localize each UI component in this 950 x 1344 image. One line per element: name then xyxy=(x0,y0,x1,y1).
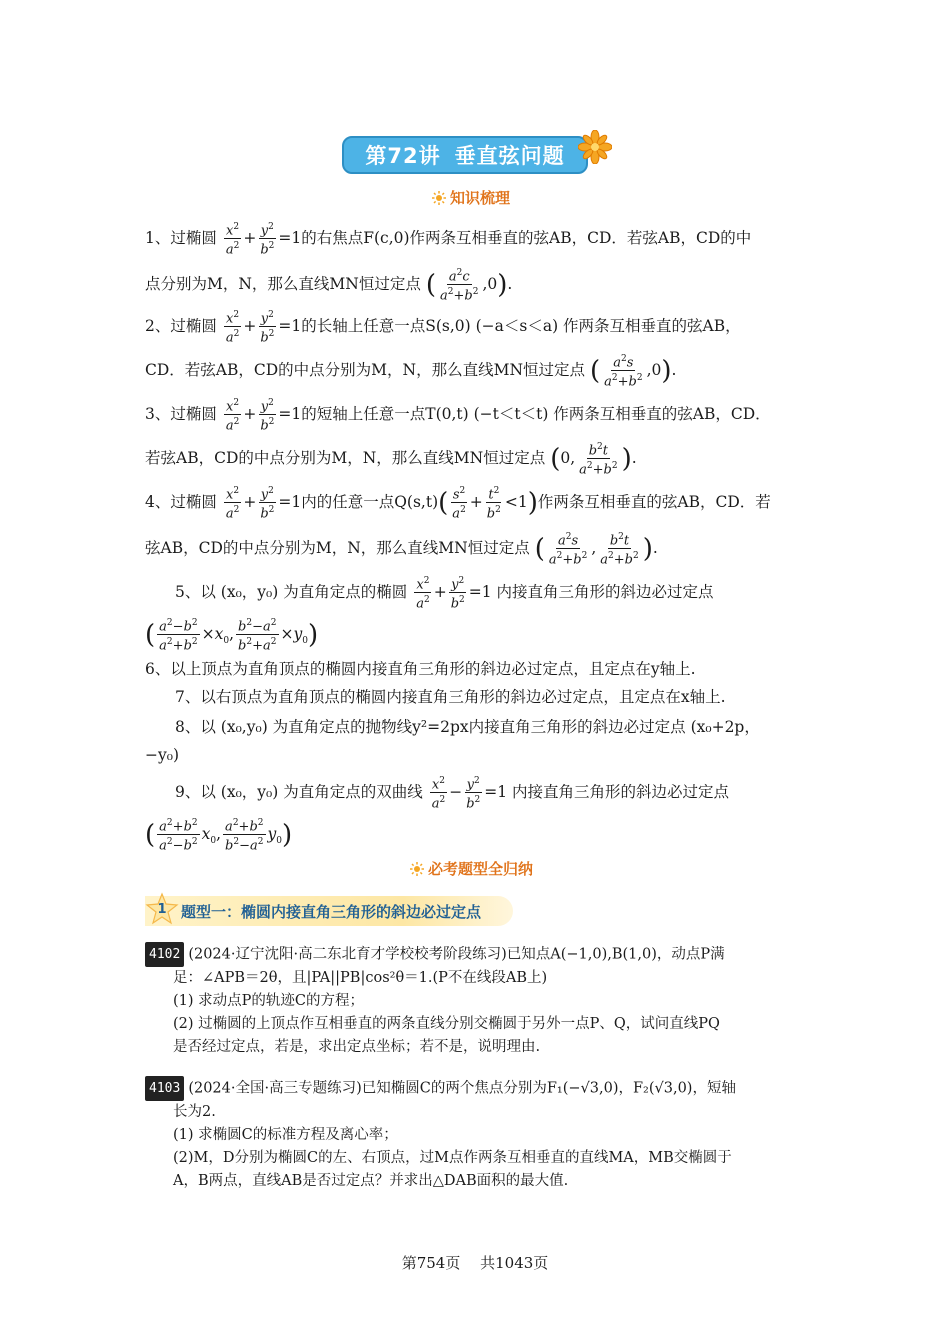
problem-4103: 4103 (2024·全国·高三专题练习)已知椭圆C的两个焦点分别为F₁(−√3,0)，F₂(√3,0)，短轴 长为2. (1) 求椭圆C的标准方程及离心率； (2)M，D分别为椭圆C的左、右顶点，过M点作两条互相垂直的直线MA，MB交椭圆于 A，B两点，直线AB是否过定点？并求出△DAB面积的最大值. xyxy=(145,1076,805,1193)
item-3-line-2: 若弦AB，CD的中点分别为M，N，那么直线MN恒过定点 (0, $\frac{b^2t}{a^2+b^2}$ ). xyxy=(145,442,637,478)
problem-4102: 4102 (2024·辽宁沈阳·高二东北育才学校校考阶段练习)已知点A(−1,0),B(1,0)，动点P满 足：∠APB＝2θ，且|PA||PB|cos²θ＝1.(P不在线段AB上) (1) 求动点P的轨迹C的方程； (2) 过椭圆的上顶点作互相垂直的两条直线分别交椭圆于另外一点P、Q，试问直线PQ 是否经过定点，若是，求出定点坐标；若不是，说明理由. xyxy=(145,942,805,1059)
item-8-line-2: −y₀) xyxy=(145,746,180,764)
item-3-line-1: 3、过椭圆 $\frac{x^2}{a^2}$ + $\frac{y^2}{b^2}$ =1的短轴上任意一点T(0,t) (−t＜t＜t) 作两条互相垂直的弦AB，CD． xyxy=(145,398,771,434)
item-8-line-1: 8、以 (x₀,y₀) 为直角定点的抛物线y²=2px内接直角三角形的斜边必过定点 (x₀+2p， xyxy=(175,718,760,736)
lecture-title-banner xyxy=(342,136,588,174)
item-9-line-2: ( $\frac{a^2+b^2}{a^2-b^2}$ $x_0$, $\frac{a^2+b^2}{b^2-a^2}$ $y_0$) xyxy=(145,818,293,854)
section-types-heading xyxy=(410,858,533,879)
item-6: 6、以上顶点为直角顶点的椭圆内接直角三角形的斜边必过定点，且定点在y轴上. xyxy=(145,660,696,678)
item-4-line-2: 弦AB，CD的中点分别为M，N，那么直线MN恒过定点 ( $\frac{a^2s}{a^2+b^2}$ , $\frac{b^2t}{a^2+b^2}$ ). xyxy=(145,532,658,568)
item-2-line-1: 2、过椭圆 $\frac{x^2}{a^2}$ + $\frac{y^2}{b^2}$ =1的长轴上任意一点S(s,0) (−a＜s＜a) 作两条互相垂直的弦AB， xyxy=(145,310,741,346)
lecture-topic: 垂直弦问题 xyxy=(454,144,565,168)
page-footer: 第754页 共1043页 xyxy=(401,1254,549,1272)
item-7: 7、以右顶点为直角顶点的椭圆内接直角三角形的斜边必过定点，且定点在x轴上. xyxy=(175,688,726,706)
item-5-line-1: 5、以 (x₀，y₀) 为直角定点的椭圆 $\frac{x^2}{a^2}$ + $\frac{y^2}{b^2}$ =1 内接直角三角形的斜边必过定点 xyxy=(175,576,714,612)
lecture-number: 第72讲 xyxy=(365,144,441,168)
item-5-line-2: ( $\frac{a^2-b^2}{a^2+b^2}$ $\times x_0$, $\frac{b^2-a^2}{b^2+a^2}$ $\times y_0$) xyxy=(145,618,319,654)
item-1-line-1: 1、过椭圆 $\frac{x^2}{a^2}$ + $\frac{y^2}{b^2}$ =1的右焦点F(c,0)作两条互相垂直的弦AB，CD．若弦AB，CD的中 xyxy=(145,222,752,258)
sun-icon xyxy=(432,191,446,205)
sun-icon xyxy=(410,862,424,876)
problem-id-badge: 4102 xyxy=(145,942,184,967)
item-4-line-1: 4、过椭圆 $\frac{x^2}{a^2}$ + $\frac{y^2}{b^2}$ =1内的任意一点Q(s,t)( $\frac{s^2}{a^2}$ + $\frac{t^2}{b^2}$ <1)作两条互相垂直的弦AB，CD．若 xyxy=(145,486,771,522)
section-knowledge-heading xyxy=(432,187,510,208)
item-1-line-2: 点分别为M，N，那么直线MN恒过定点 ( $\frac{a^2c}{a^2+b^2}$ ,0). xyxy=(145,268,513,304)
item-2-line-2: CD．若弦AB，CD的中点分别为M，N，那么直线MN恒过定点 ( $\frac{a^2s}{a^2+b^2}$ ,0). xyxy=(145,354,677,390)
problem-id-badge: 4103 xyxy=(145,1076,184,1101)
type-1-banner xyxy=(145,896,513,926)
type-1-number: 1 xyxy=(157,901,167,917)
type-1-label: 题型一：椭圆内接直角三角形的斜边必过定点 xyxy=(181,902,482,921)
section-types-label: 必考题型全归纳 xyxy=(428,860,534,878)
item-9-line-1: 9、以 (x₀，y₀) 为直角定点的双曲线 $\frac{x^2}{a^2}$ − $\frac{y^2}{b^2}$ =1 内接直角三角形的斜边必过定点 xyxy=(175,776,730,812)
flower-icon xyxy=(578,130,612,164)
section-knowledge-label: 知识梳理 xyxy=(450,189,511,207)
